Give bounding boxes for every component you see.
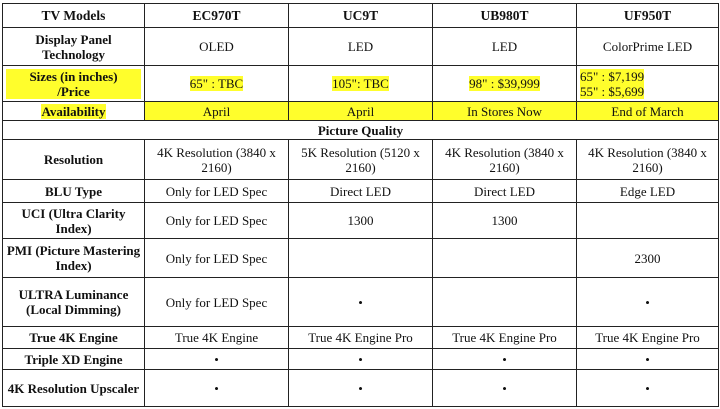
availability-cell: April — [289, 102, 433, 121]
spec-cell: • — [289, 370, 433, 407]
sizes-price-cell — [145, 66, 289, 102]
resolution-row — [3, 140, 719, 180]
sizes-price-cell — [433, 66, 577, 102]
spec-cell: True 4K Engine Pro — [433, 327, 577, 349]
ultra-luminance-row — [3, 278, 719, 327]
header-row — [3, 4, 719, 28]
model-uc9t: UC9T — [289, 4, 433, 28]
price-ub980t: 98" : $39,999 — [469, 76, 540, 91]
model-ec970t: EC970T — [145, 4, 289, 28]
sizes-label-line2: /Price — [6, 84, 141, 99]
row-label: ULTRA Luminance (Local Dimming) — [3, 278, 145, 327]
pmi-row — [3, 239, 719, 278]
spec-cell: Edge LED — [577, 180, 719, 203]
blu-type-row — [3, 180, 719, 203]
price-uf950t-65: 65" : $7,199 — [580, 68, 645, 84]
spec-cell: • — [433, 349, 577, 370]
spec-cell: 1300 — [433, 203, 577, 239]
availability-row — [3, 102, 719, 121]
availability-cell: April — [145, 102, 289, 121]
spec-cell: • — [577, 349, 719, 370]
model-ub980t: UB980T — [433, 4, 577, 28]
spec-cell: • — [577, 278, 719, 327]
price-uf950t-55: 55" : $5,699 — [580, 83, 645, 99]
sizes-label-line1: Sizes (in inches) — [6, 69, 141, 84]
true-4k-engine-row — [3, 327, 719, 349]
spec-cell — [433, 278, 577, 327]
availability-cell: End of March — [577, 102, 719, 121]
header-label: TV Models — [3, 4, 145, 28]
spec-cell: • — [289, 278, 433, 327]
spec-cell: • — [577, 370, 719, 407]
row-label: UCI (Ultra Clarity Index) — [3, 203, 145, 239]
spec-cell: Direct LED — [289, 180, 433, 203]
availability-label — [3, 102, 145, 121]
spec-cell: Only for LED Spec — [145, 203, 289, 239]
tv-spec-table — [2, 3, 719, 407]
row-label: Triple XD Engine — [3, 349, 145, 370]
spec-cell: • — [145, 349, 289, 370]
sizes-price-cell — [577, 66, 719, 102]
display-panel-cell: OLED — [145, 28, 289, 66]
spec-cell: 4K Resolution (3840 x 2160) — [577, 140, 719, 180]
spec-cell: 4K Resolution (3840 x 2160) — [433, 140, 577, 180]
row-label: True 4K Engine — [3, 327, 145, 349]
model-uf950t: UF950T — [577, 4, 719, 28]
spec-cell: Direct LED — [433, 180, 577, 203]
availability-cell: In Stores Now — [433, 102, 577, 121]
spec-cell: 2300 — [577, 239, 719, 278]
spec-cell — [577, 203, 719, 239]
section-title-picture-quality: Picture Quality — [3, 121, 719, 140]
spec-cell: • — [433, 370, 577, 407]
section-row — [3, 121, 719, 140]
spec-cell: • — [145, 370, 289, 407]
spec-cell: 5K Resolution (5120 x 2160) — [289, 140, 433, 180]
display-panel-cell: LED — [433, 28, 577, 66]
spec-cell: True 4K Engine Pro — [289, 327, 433, 349]
price-ec970t: 65" : TBC — [189, 76, 244, 91]
row-label: Resolution — [3, 140, 145, 180]
spec-cell: Only for LED Spec — [145, 180, 289, 203]
spec-cell — [433, 239, 577, 278]
sizes-price-row — [3, 66, 719, 102]
display-panel-cell: ColorPrime LED — [577, 28, 719, 66]
price-uc9t: 105": TBC — [332, 76, 389, 91]
upscaler-row — [3, 370, 719, 407]
display-panel-cell: LED — [289, 28, 433, 66]
availability-label-text: Availability — [41, 103, 106, 119]
display-panel-row — [3, 28, 719, 66]
spec-cell: 4K Resolution (3840 x 2160) — [145, 140, 289, 180]
spec-cell: True 4K Engine Pro — [577, 327, 719, 349]
row-label: BLU Type — [3, 180, 145, 203]
sizes-price-label — [3, 66, 145, 102]
spec-cell: Only for LED Spec — [145, 278, 289, 327]
spec-cell — [289, 239, 433, 278]
spec-cell: 1300 — [289, 203, 433, 239]
spec-cell: Only for LED Spec — [145, 239, 289, 278]
row-label: 4K Resolution Upscaler — [3, 370, 145, 407]
sizes-price-cell — [289, 66, 433, 102]
spec-cell: • — [289, 349, 433, 370]
display-panel-label: Display Panel Technology — [3, 28, 145, 66]
spec-cell: True 4K Engine — [145, 327, 289, 349]
triple-xd-engine-row — [3, 349, 719, 370]
row-label: PMI (Picture Mastering Index) — [3, 239, 145, 278]
uci-row — [3, 203, 719, 239]
